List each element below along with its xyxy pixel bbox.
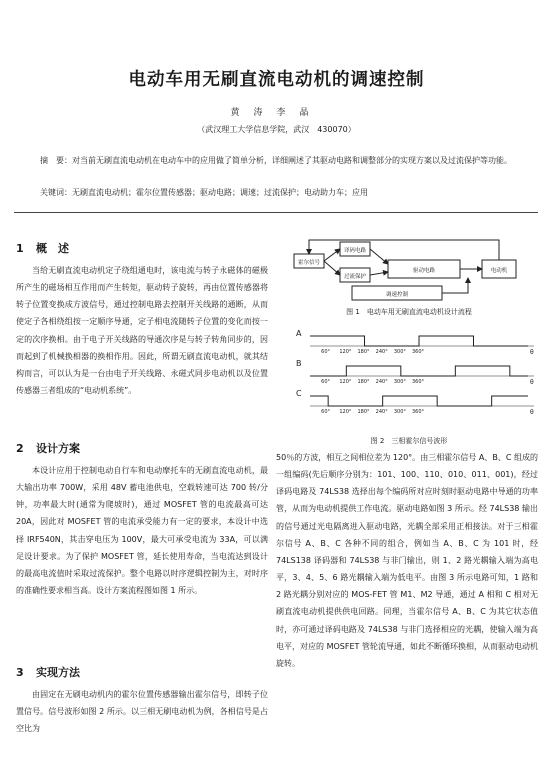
figure-2-waveforms bbox=[288, 322, 540, 424]
abstract-label: 摘 要： bbox=[40, 156, 72, 165]
abstract-text: 对当前无刷直流电动机在电动车中的应用做了简单分析，详细阐述了其驱动电路和调整部分的实现方案以及过流保护等功能。 bbox=[72, 156, 512, 165]
section-2-heading: 2 设计方案 bbox=[16, 442, 80, 455]
waveform-label-c: C bbox=[296, 389, 302, 398]
section-3-heading: 3 实现方法 bbox=[16, 666, 80, 679]
figure-2-caption: 图 2 三相霍尔信号波形 bbox=[370, 437, 448, 445]
paragraph: 由固定在无刷电动机内的霍尔位置传感器输出霍尔信号，即转子位置信号。信号波形如图 2 所示。以三相无刷电动机为例，各相信号是占空比为 bbox=[16, 690, 268, 734]
flow-label: 电动机 bbox=[490, 268, 508, 274]
tick-label: 360° bbox=[412, 409, 425, 415]
flow-label: 调速控制 bbox=[385, 292, 409, 298]
author-affiliation: （武汉理工大学信息学院，武汉 430070） bbox=[197, 125, 356, 134]
paper-authors: 黄涛李晶 bbox=[230, 108, 323, 118]
tick-label: 120° bbox=[339, 409, 352, 415]
tick-label: 60° bbox=[321, 349, 331, 355]
waveform-a bbox=[310, 336, 528, 346]
waveform-c bbox=[310, 396, 528, 406]
section-1-heading: 1 概 述 bbox=[16, 242, 69, 255]
abstract bbox=[40, 153, 515, 169]
flow-label: 驱动电路 bbox=[412, 268, 436, 274]
tick-label: 300° bbox=[393, 379, 406, 385]
axis-label: θ bbox=[530, 379, 534, 386]
tick-label: 360° bbox=[412, 379, 425, 385]
keywords-label: 关键词： bbox=[40, 188, 72, 197]
paragraph: 50％的方波，相互之间相位差为 120°。由三相霍尔信号 A、B、C 组成的一组编码(先后顺序分别为：101、100、110、010、011、001)，经过译码电路及 74LS38 选择出每个编码所对应时刻时驱动电路中导通的功率管，从而为电动机提供工作电流。驱动电路如图 3 所示。经 74LS38 输出的信号通过光电隔离进入驱动电路，光耦全部采用正相接法。对于三相霍尔信号 A、B、C 各种不同的组合，例如当 A、B、C 为 101 时，经 74LS138 译码器和 74LS38 与非门输出，则 1、2 路光耦输入端为高电平，3、4、5、6 路光耦输入端为低电平。由图 3 所示电路可知，1 路和 2 路光耦分别对应的 MOS-FET 管 M1、M2 导通，通过 A 相和 C 相对无刷直流电动机提供供电回路。同理，当霍尔信号 A、B、C 为其它状态值时，亦可通过译码电路及 74LS38 与非门选择相应的光耦，使输入端为高电平，对应的 MOSFET 管轮流导通，如此不断循环换相，从而驱动电动机旋转。 bbox=[276, 453, 538, 668]
section-3-body bbox=[16, 686, 268, 737]
flow-label: 译码电路 bbox=[343, 248, 367, 254]
tick-label: 300° bbox=[393, 349, 406, 355]
right-column-body bbox=[276, 449, 538, 672]
tick-label: 60° bbox=[321, 379, 331, 385]
figure-1-caption: 图 1 电动车用无刷直流电动机设计流程 bbox=[346, 308, 472, 316]
tick-label: 180° bbox=[357, 379, 370, 385]
flow-label: 霍尔信号 bbox=[297, 260, 321, 266]
paper-title: 电动车用无刷直流电动机的调速控制 bbox=[128, 70, 425, 90]
figure-1-flowchart bbox=[292, 238, 540, 302]
tick-label: 240° bbox=[375, 349, 388, 355]
waveform-label-a: A bbox=[296, 329, 302, 338]
paragraph: 当给无刷直流电动机定子绕组通电时，该电流与转子永磁体的磁极所产生的磁场相互作用而产生转矩，驱动转子旋转，再由位置传感器将转子位置变换成方波信号，通过控制电路去控制开关线路的通断，从而使定子各相绕组按一定顺序导通，定子相电流随转子位置的变化而按一定的次序换相。由于电子开关线路的导通次序是与转子转角同步的，因而起到了机械换相器的换相作用。因此，所谓无刷直流电动机，就其结构而言，可以认为是一台由电子开关线路、永磁式同步电动机以及位置传感器三者组成的“电动机系统”。 bbox=[16, 266, 268, 396]
waveform-b bbox=[310, 366, 528, 376]
tick-label: 180° bbox=[357, 409, 370, 415]
header-divider bbox=[14, 212, 538, 213]
flow-label: 过流保护 bbox=[343, 274, 367, 280]
paragraph: 本设计应用于控制电动自行车和电动摩托车的无刷直流电动机，最大输出功率 700W，采用 48V 蓄电池供电，空载转速可达 700 转/分钟，功率最大时(通常为爬坡时)，通过 MOSFET 管的电流最高可达 20A，因此对 MOSFET 管的电流承受能力有一定的要求，本设计中选择 IRF540N，其击穿电压为 100V，最大可承受电流为 33A，可以满足设计要求。为了保护 MOSFET 管，延长使用寿命，当电流达到设计的最高电流值时采取过流保护。整个电路以时序逻辑控制为主，对时序的准确性要求相当高。设计方案流程图如图 1 所示。 bbox=[16, 466, 268, 596]
tick-label: 120° bbox=[339, 379, 352, 385]
tick-label: 240° bbox=[375, 409, 388, 415]
tick-label: 180° bbox=[357, 349, 370, 355]
axis-label: θ bbox=[530, 349, 534, 356]
section-2-body bbox=[16, 462, 268, 599]
tick-label: 120° bbox=[339, 349, 352, 355]
tick-label: 240° bbox=[375, 379, 388, 385]
keywords-text: 无刷直流电动机；霍尔位置传感器；驱动电路；调速；过流保护；电动助力车；应用 bbox=[72, 188, 368, 197]
axis-label: θ bbox=[530, 409, 534, 416]
tick-label: 60° bbox=[321, 409, 331, 415]
section-1-body bbox=[16, 262, 268, 399]
tick-label: 360° bbox=[412, 349, 425, 355]
waveform-label-b: B bbox=[296, 359, 302, 368]
tick-label: 300° bbox=[393, 409, 406, 415]
keywords bbox=[40, 185, 515, 201]
